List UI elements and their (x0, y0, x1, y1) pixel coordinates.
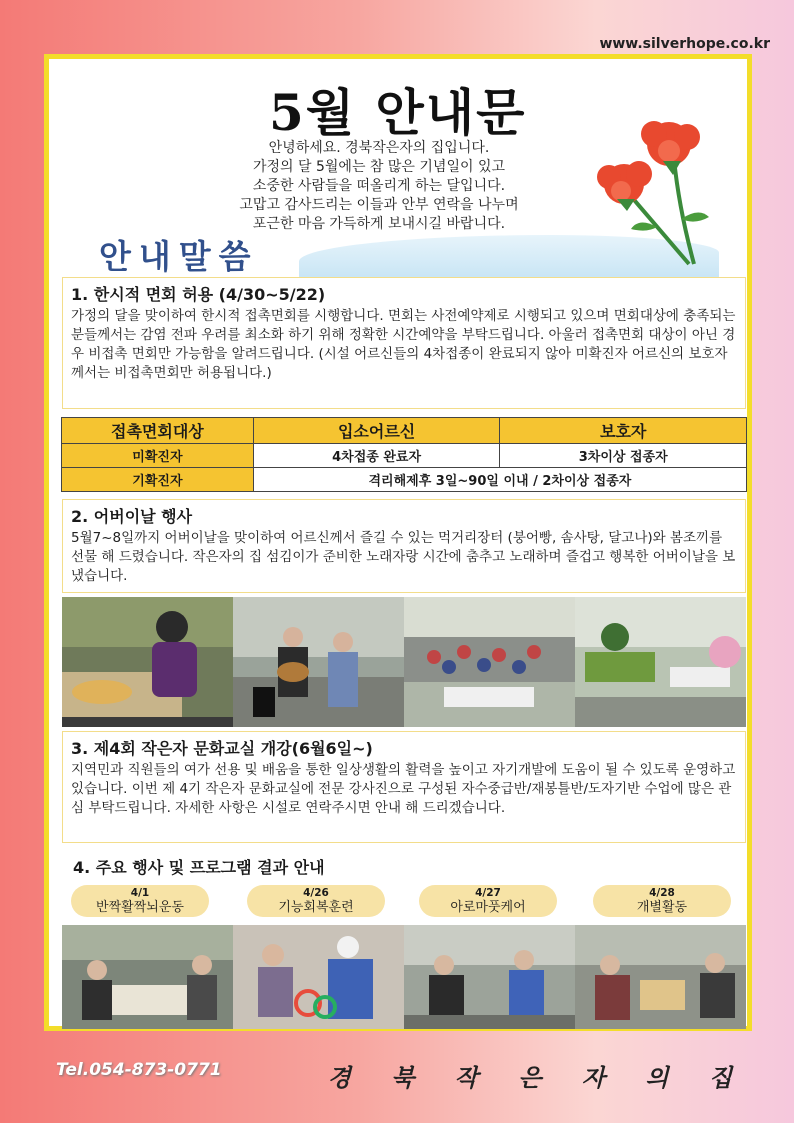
footer-phone[interactable]: Tel.054-873-0771 (56, 1060, 222, 1080)
photo-lobby-tables (575, 597, 746, 727)
carnation-illustration (569, 99, 729, 269)
table-header: 보호자 (500, 418, 747, 444)
section-body: 지역민과 직원들의 여가 선용 및 배움을 통한 일상생활의 활력을 높이고 자기개발에 도움이 될 수 있도록 운영하고 있습니다. 이번 제 4기 작은자 문화교실에 전문 강사진으로 구성된 자수중급반/재봉틀반/도자기반 수업에 많은 관심 부탁드립니다. 자세한 사항은 시설로 연락주시면 안내 해 드리겠습니다. (71, 762, 736, 816)
intro-line: 가정의 달 5월에는 참 많은 기념일이 있고 (253, 159, 505, 175)
program-label (419, 885, 557, 917)
footer-organization: 경 북 작 은 자 의 집 (327, 1063, 748, 1092)
program-date: 4/28 (649, 887, 675, 899)
section-body: 가정의 달을 맞이하여 한시적 접촉면회를 시행합니다. 면회는 사전예약제로 시행되고 있으며 면회대상에 충족되는 분들께서는 감염 전파 우려를 최소화 하기 위해 정확한 시간예약을 부탁드립니다. 아울러 접촉면회 대상이 아닌 경우 비접촉 면회만 가능함을 알려드립니다. (시설 어르신들의 4차접종이 완료되지 않아 미확진자 어르신의 보호자께서는 비접촉면회만 허용됩니다.) (71, 308, 736, 381)
intro-line: 고맙고 감사드리는 이들과 안부 연락을 나누며 (239, 197, 519, 213)
parents-day-photos (62, 597, 746, 727)
photo-rehab-training (233, 925, 404, 1029)
table-row-label: 미확진자 (62, 444, 254, 468)
program-date: 4/27 (475, 887, 501, 899)
section-heading: 1. 한시적 면회 허용 (4/30~5/22) (71, 285, 326, 304)
page-title: 5월 안내문 (269, 83, 527, 142)
website-url[interactable]: www.silverhope.co.kr (599, 36, 770, 52)
table-cell: 격리해제후 3일~90일 이내 / 2차이상 접종자 (253, 468, 746, 492)
section-parents-day (62, 499, 746, 593)
table-header: 접촉면회대상 (62, 418, 254, 444)
intro-line: 포근한 마음 가득하게 보내시길 바랍니다. (252, 216, 506, 232)
intro-text (199, 139, 559, 234)
newsletter-frame (44, 54, 752, 1031)
table-row-label: 기확진자 (62, 468, 254, 492)
photo-individual-activity (575, 925, 746, 1029)
photo-brain-exercise (62, 925, 233, 1029)
section-program-heading: 4. 주요 행사 및 프로그램 결과 안내 (73, 858, 325, 877)
photo-audience-hall (404, 597, 575, 727)
program-label (593, 885, 731, 917)
program-label (247, 885, 385, 917)
photo-food-stall (62, 597, 233, 727)
section-culture-class (62, 731, 746, 843)
program-labels (71, 885, 731, 917)
table-cell: 4차접종 완료자 (253, 444, 500, 468)
program-name: 기능회복훈련 (278, 900, 354, 915)
table-cell: 3차이상 접종자 (500, 444, 747, 468)
section-body: 5월7~8일까지 어버이날을 맞이하여 어르신께서 즐길 수 있는 먹거리장터 (붕어빵, 솜사탕, 달고나)와 봄조끼를 선물 해 드렸습니다. 작은자의 집 섬김이가 준비한 노래자랑 시간에 춤추고 노래하며 즐겁고 행복한 어버이날을 보냈습니다. (71, 530, 736, 584)
photo-guitar-performance (233, 597, 404, 727)
section-heading: 3. 제4회 작은자 문화교실 개강(6월6일~) (71, 739, 373, 758)
photo-aroma-footcare (404, 925, 575, 1029)
intro-line: 안녕하세요. 경북작은자의 집입니다. (268, 140, 490, 156)
table-row (62, 468, 747, 492)
header (49, 59, 747, 274)
program-name: 반짝활짝뇌운동 (96, 900, 184, 915)
notice-heading: 안내말씀 (99, 237, 259, 276)
table-row (62, 444, 747, 468)
table-header: 입소어르신 (253, 418, 500, 444)
section-heading: 2. 어버이날 행사 (71, 507, 193, 526)
section-visiting (62, 277, 746, 409)
program-name: 개별활동 (636, 900, 688, 915)
visiting-table (61, 417, 747, 492)
program-date: 4/26 (303, 887, 329, 899)
program-photos (62, 925, 746, 1029)
program-name: 아로마풋케어 (450, 900, 526, 915)
intro-line: 소중한 사람들을 떠올리게 하는 달입니다. (252, 178, 506, 194)
program-label (71, 885, 209, 917)
program-date: 4/1 (130, 887, 150, 899)
